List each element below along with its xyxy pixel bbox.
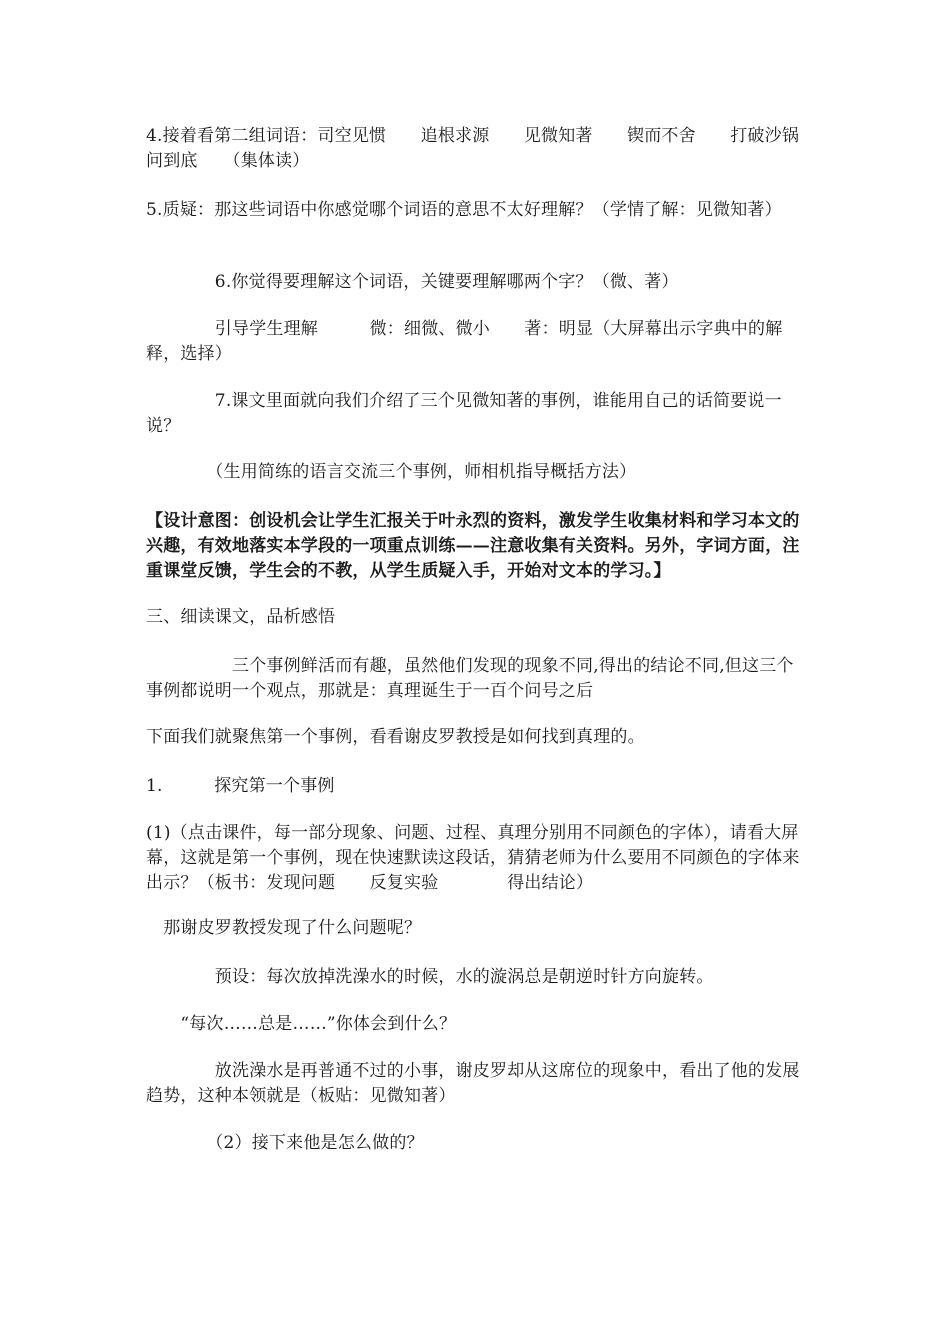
paragraph-question-5: 5.质疑：那这些词语中你感觉哪个词语的意思不太好理解？（学情了解：见微知著） — [146, 200, 782, 220]
paragraph-question-7: 7.课文里面就向我们介绍了三个见微知著的事例，谁能用自己的话简要说一说？ — [146, 391, 782, 436]
section-heading-3: 三、细读课文，品析感悟 — [146, 607, 336, 627]
paragraph-what-problem: 那谢皮罗教授发现了什么问题呢？ — [146, 918, 422, 938]
paragraph-three-examples: 三个事例鲜活而有趣，虽然他们发现的现象不同,得出的结论不同,但这三个事例都说明一个观点，那就是：真理诞生于一百个问号之后 — [146, 656, 794, 701]
paragraph-student-exchange: （生用简练的语言交流三个事例，师相机指导概括方法） — [146, 462, 637, 482]
paragraph-explore-first-example: 1. 探究第一个事例 — [146, 776, 335, 796]
paragraph-focus-first-example: 下面我们就聚焦第一个事例，看看谢皮罗教授是如何找到真理的。 — [146, 727, 645, 747]
paragraph-question-6: 6.你觉得要理解这个词语，关键要理解哪两个字？（微、著） — [146, 272, 679, 292]
paragraph-bathwater-insight: 放洗澡水是再普通不过的小事，谢皮罗却从这席位的现象中，看出了他的发展趋势，这种本领就是（板贴：见微知著） — [146, 1061, 800, 1106]
paragraph-courseware-click: (1)（点击课件，每一部分现象、问题、过程、真理分别用不同颜色的字体），请看大屏幕，这就是第一个事例，现在快速默读这段话，猜猜老师为什么要用不同颜色的字体来出示？（板书：发现问题 反复实验 得出结论） — [146, 823, 800, 893]
paragraph-guide-understanding: 引导学生理解 微：细微、微小 著：明显（大屏幕出示字典中的解释，选择） — [146, 319, 783, 364]
paragraph-preset-answer: 预设：每次放掉洗澡水的时候，水的漩涡总是朝逆时针方向旋转。 — [146, 967, 714, 987]
paragraph-vocab-group-2: 4.接着看第二组词语：司空见惯 追根求源 见微知著 锲而不舍 打破沙锅问到底 （集体读） — [146, 126, 800, 171]
paragraph-design-intent: 【设计意图：创设机会让学生汇报关于叶永烈的资料，激发学生收集材料和学习本文的兴趣，有效地落实本学段的一项重点训练——注意收集有关资料。另外，字词方面，注重课堂反馈，学生会的不教，从学生质疑入手，开始对文本的学习。】 — [146, 511, 800, 581]
paragraph-next-step: （2）接下来他是怎么做的？ — [146, 1133, 424, 1153]
paragraph-every-time-always: “每次……总是……”你体会到什么？ — [146, 1014, 457, 1034]
